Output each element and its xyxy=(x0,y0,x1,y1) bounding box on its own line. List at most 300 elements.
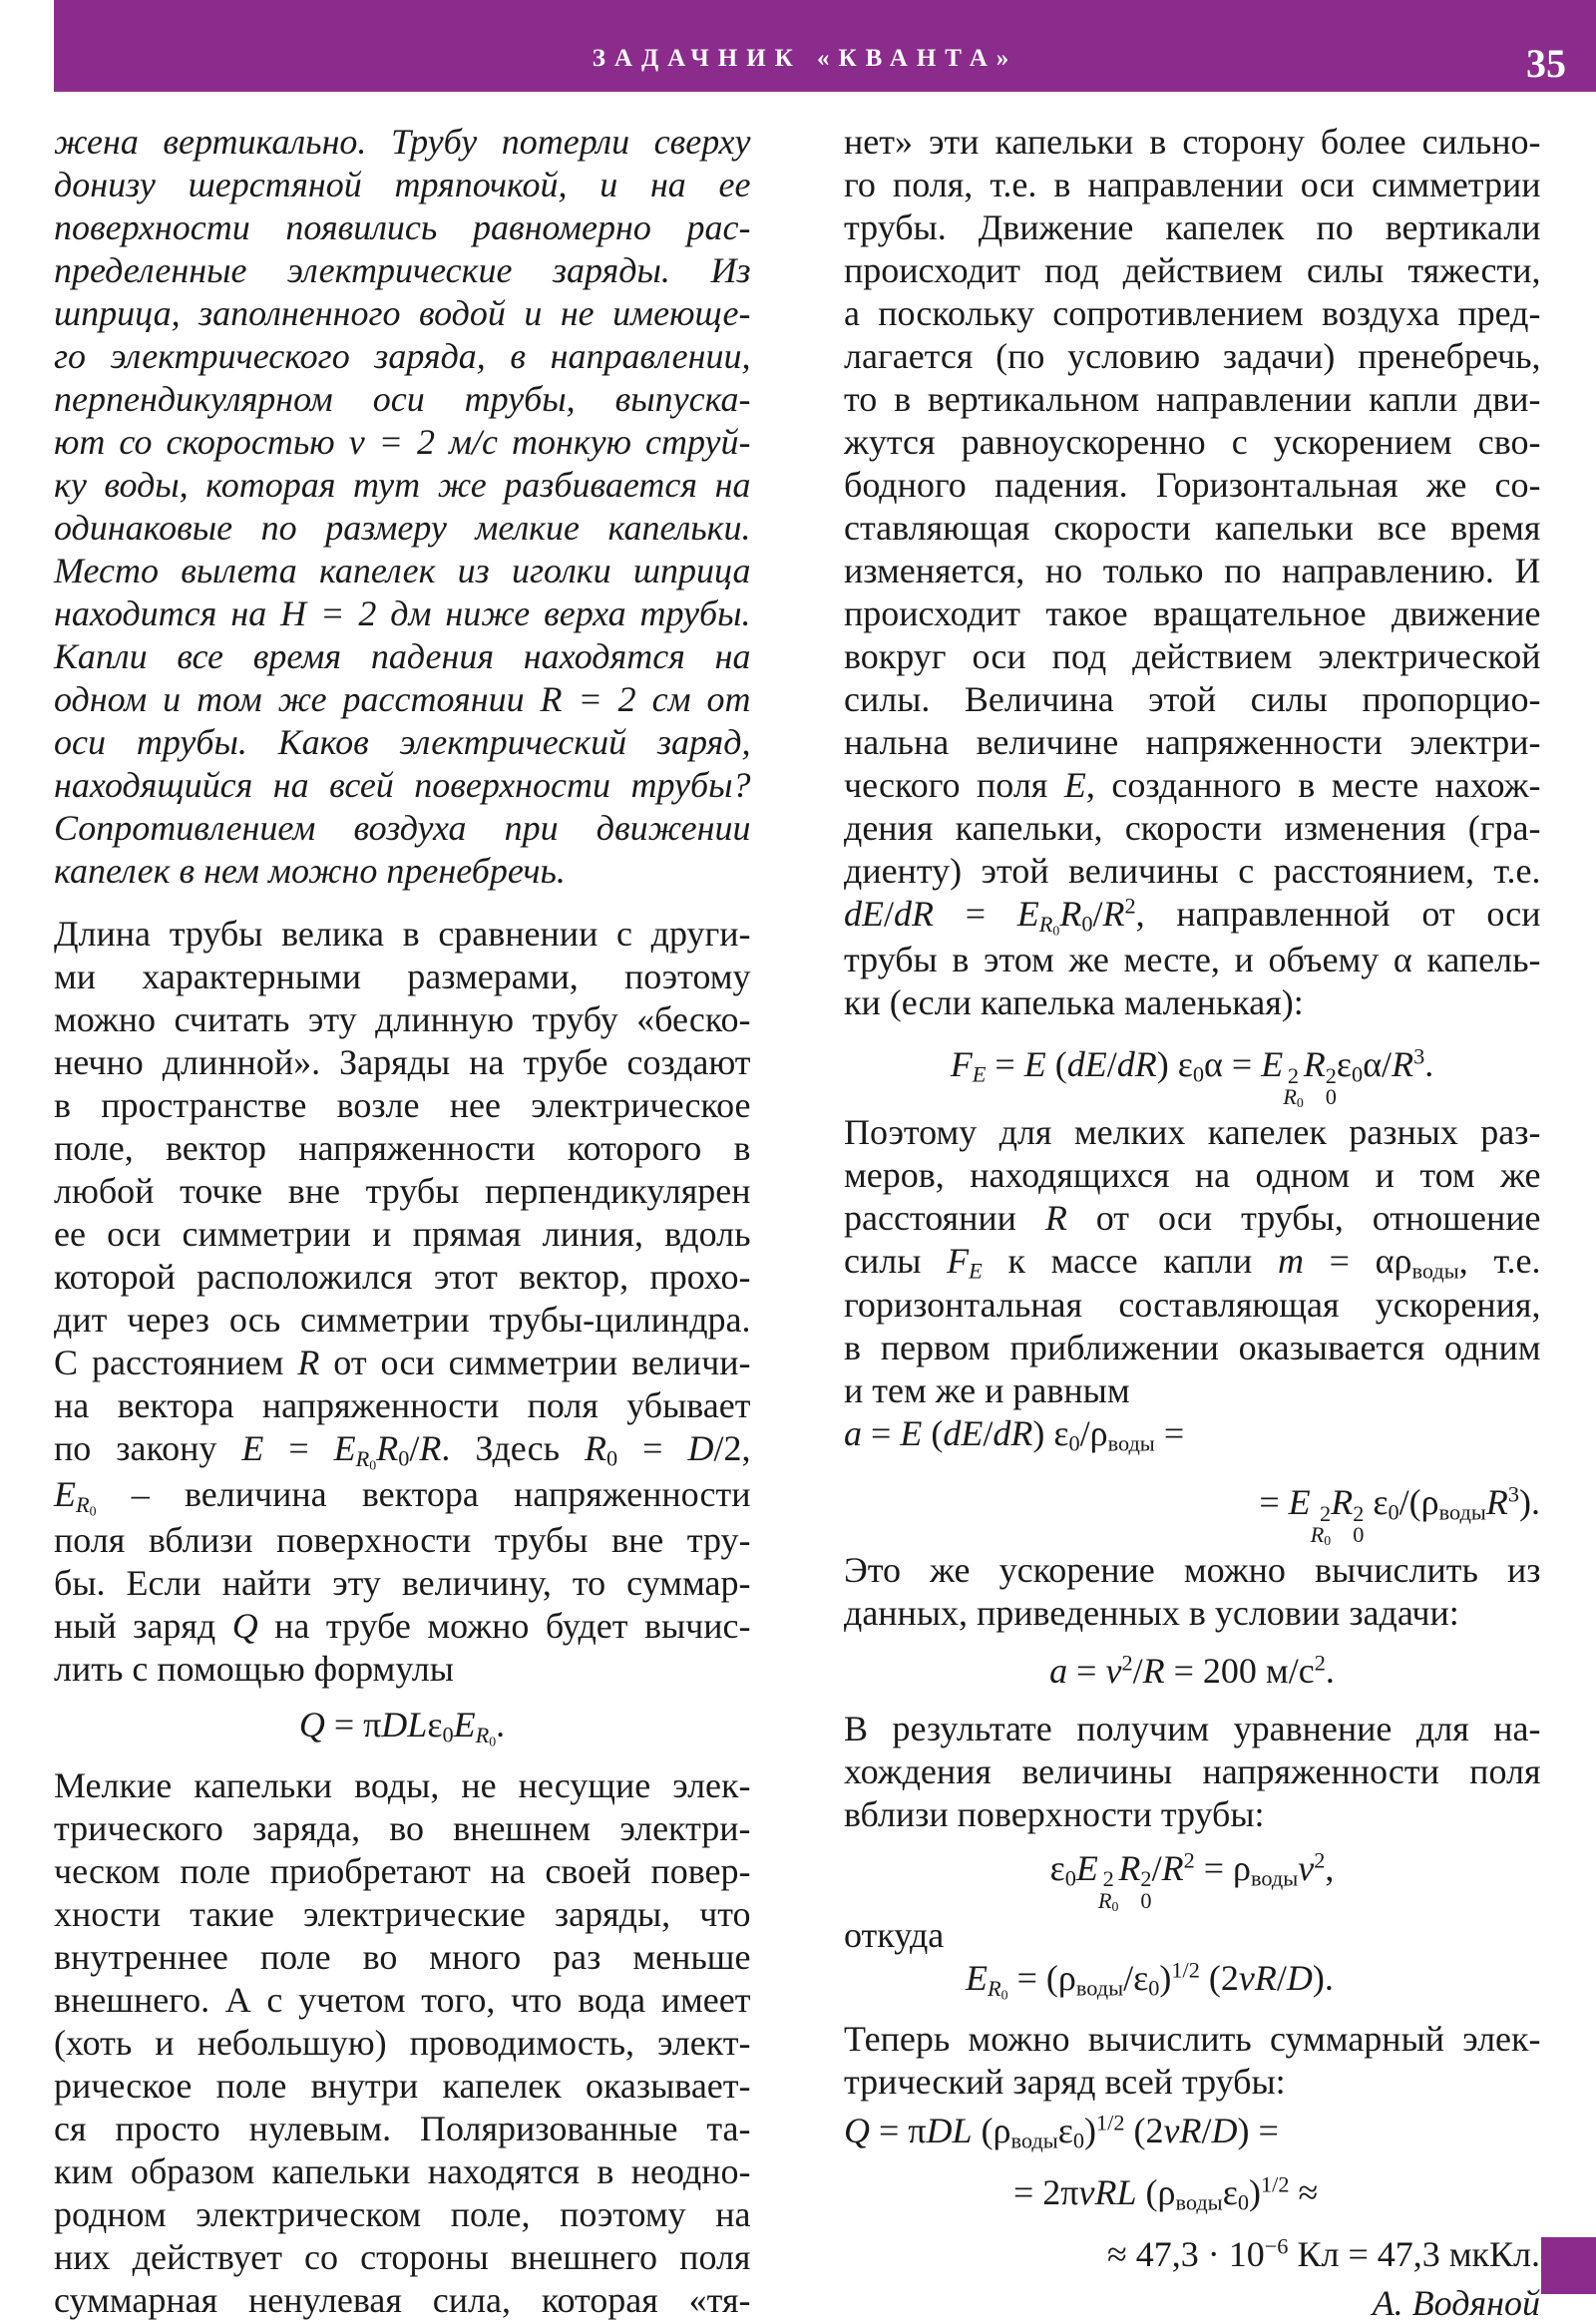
line-content xyxy=(844,335,1541,377)
text-run: и тем же и равным xyxy=(844,1370,1130,1411)
right-text-line xyxy=(844,939,1540,980)
text-run: ( xyxy=(1045,1043,1067,1084)
text-run: (ρ xyxy=(1136,2172,1176,2212)
left-text-line xyxy=(54,1084,750,1126)
line-content xyxy=(54,1213,751,1255)
math-symbol: m xyxy=(1277,1240,1304,1281)
text-run: нальна величине напряженности электри- xyxy=(844,722,1541,763)
text-run: рическое поле внутри капелек оказывает- xyxy=(54,2065,751,2106)
right-text-line xyxy=(844,981,1540,1023)
superscript xyxy=(1283,1062,1304,1088)
right-text-line xyxy=(844,1847,1540,1914)
math-symbol: R xyxy=(1392,1043,1414,1084)
math-symbol: R xyxy=(1485,1482,1508,1523)
left-text-line xyxy=(54,764,750,806)
line-content xyxy=(844,206,1541,248)
line-content xyxy=(844,1284,1541,1326)
superscript: −6 xyxy=(1264,2233,1289,2259)
line-content xyxy=(966,1957,1334,2003)
right-text-line xyxy=(844,421,1540,463)
line-content xyxy=(844,164,1541,205)
text-run: ставляющая скорости капельки все время xyxy=(844,508,1541,549)
text-run: / xyxy=(1276,1958,1287,1999)
subscript: 0 xyxy=(1052,923,1060,939)
line-content xyxy=(54,335,751,377)
math-symbol: E xyxy=(1288,1482,1311,1523)
right-text-line xyxy=(844,1592,1540,1634)
math-symbol: dE xyxy=(844,894,884,935)
subscript: воды xyxy=(1438,1499,1486,1525)
line-content xyxy=(54,1127,751,1169)
text-run: изменяется, но только по направлению. И xyxy=(844,551,1541,591)
line-content xyxy=(54,1084,751,1126)
text-run: жена вертикально. Трубу потерли сверху xyxy=(54,122,751,163)
line-content xyxy=(54,1850,751,1892)
superscript: 3 xyxy=(1413,1043,1425,1069)
line-content xyxy=(54,2065,751,2107)
math-symbol: R xyxy=(76,1492,90,1517)
math-symbol: E xyxy=(1063,765,1086,806)
text-run: ку воды, которая тут же разбивается на xyxy=(54,465,751,506)
text-run: 0 xyxy=(1353,1521,1365,1547)
text-run: Мелкие капельки воды, не несущие элек- xyxy=(54,1764,751,1805)
text-run: от оси симметрии величи- xyxy=(319,1343,751,1383)
line-content xyxy=(54,292,751,334)
line-content xyxy=(54,1170,751,1212)
line-content xyxy=(54,550,751,591)
left-text-line xyxy=(54,1342,750,1383)
math-symbol: F xyxy=(947,1240,970,1281)
text-run: 2 xyxy=(1320,1500,1332,1526)
left-text-line xyxy=(54,2108,750,2149)
text-run: бодного падения. Горизонтальная же со- xyxy=(844,465,1541,506)
text-run: Длина трубы велика в сравнении с други- xyxy=(54,914,751,955)
text-run: ческого поля xyxy=(844,765,1064,806)
subscript: 0 xyxy=(1068,1430,1080,1456)
left-text-line xyxy=(54,292,750,334)
math-symbol: E xyxy=(54,1474,76,1515)
line-content xyxy=(844,121,1541,163)
line-content xyxy=(54,2150,751,2192)
text-run: = xyxy=(862,1413,901,1454)
subscript: 0 xyxy=(489,1734,497,1749)
math-symbol: R xyxy=(1059,894,1082,935)
stacked-indices xyxy=(1283,1062,1304,1110)
right-text-line xyxy=(844,206,1540,248)
text-run: ее оси симметрии и прямая линия, вдоль xyxy=(54,1214,751,1255)
text-run: Сопротивлением воздуха при движении xyxy=(54,808,751,849)
right-text-line xyxy=(844,1412,1540,1454)
math-symbol: R xyxy=(1142,1651,1165,1692)
right-text-line xyxy=(844,635,1540,677)
math-symbol: vRL xyxy=(1078,2172,1137,2212)
text-run: / xyxy=(1132,1651,1143,1692)
line-content xyxy=(54,1562,751,1604)
subscript: воды xyxy=(1107,1430,1155,1456)
right-text-line xyxy=(844,1793,1540,1835)
line-content xyxy=(844,2018,1541,2060)
line-content xyxy=(844,1412,1184,1454)
text-run: ( xyxy=(922,1413,944,1454)
line-content xyxy=(54,1519,751,1561)
left-text-line xyxy=(54,507,750,549)
left-text-line xyxy=(54,2279,750,2321)
text-run: данных, приведенных в условии задачи: xyxy=(844,1592,1459,1633)
text-run: = xyxy=(1259,1482,1289,1523)
text-run: . xyxy=(1424,1043,1434,1084)
line-content xyxy=(54,721,751,763)
text-run: 2 xyxy=(1325,1062,1337,1088)
subscript: 0 xyxy=(1296,1094,1304,1110)
text-run: на трубе можно будет вычис- xyxy=(257,1606,751,1647)
text-run: ) ε xyxy=(1032,1413,1069,1454)
stacked-indices xyxy=(1353,1500,1365,1547)
text-run: трического заряда, во внешнем электри- xyxy=(54,1807,751,1848)
subscript: 0 xyxy=(1148,1976,1160,2001)
text-run: ε xyxy=(1336,1043,1353,1084)
text-run: /2, xyxy=(713,1428,751,1469)
text-run: ). xyxy=(1519,1482,1540,1523)
right-text-line xyxy=(844,1327,1540,1368)
line-content xyxy=(844,981,1304,1023)
text-run: Капли все время падения находятся на xyxy=(54,636,751,677)
text-run: внешнего. А с учетом того, что вода имеет xyxy=(54,1979,751,2020)
right-text-line xyxy=(844,1708,1540,1749)
text-run: /(ρ xyxy=(1398,1482,1439,1523)
text-run: Кл = 47,3 мкКл. xyxy=(1288,2233,1540,2274)
right-text-line xyxy=(844,592,1540,634)
stacked-indices xyxy=(1140,1866,1152,1913)
subscript xyxy=(973,1061,987,1086)
subscript: 0 xyxy=(442,1723,454,1748)
line-content xyxy=(54,1256,751,1298)
subscript: 0 xyxy=(1111,1898,1119,1914)
line-content xyxy=(844,464,1541,506)
line-content xyxy=(54,1807,751,1849)
math-symbol: D xyxy=(1286,1958,1313,1999)
line-content xyxy=(54,2022,751,2064)
left-text-line xyxy=(54,1893,750,1935)
line-content xyxy=(54,121,751,163)
subscript: 0 xyxy=(369,1457,377,1473)
line-content xyxy=(54,1299,751,1341)
math-symbol: E xyxy=(972,1061,987,1087)
line-content xyxy=(54,998,751,1040)
line-content xyxy=(844,1708,1541,1749)
text-run: 2 xyxy=(1140,1866,1152,1892)
superscript: 2 xyxy=(1314,1847,1326,1873)
text-run: ε xyxy=(1057,2111,1073,2151)
line-content xyxy=(844,635,1541,677)
math-symbol: R xyxy=(475,1723,490,1748)
math-symbol: R xyxy=(988,1976,1001,2001)
line-content xyxy=(54,164,751,205)
text-run: , т.е. xyxy=(1458,1240,1541,1281)
left-text-line xyxy=(54,1384,750,1426)
right-text-line xyxy=(844,2282,1540,2324)
left-text-line xyxy=(54,1936,750,1978)
text-run: 0 xyxy=(1325,1083,1337,1109)
left-text-line xyxy=(54,2022,750,2064)
math-symbol: vR xyxy=(1238,1958,1277,1999)
left-text-line xyxy=(54,249,750,291)
line-content xyxy=(54,206,751,248)
text-run: / xyxy=(1201,2111,1212,2151)
right-text-line xyxy=(844,1369,1540,1411)
section-title: ЗАДАЧНИК «КВАНТА» xyxy=(592,45,1018,72)
math-symbol: D xyxy=(1211,2111,1238,2151)
text-run: ). xyxy=(1312,1958,1334,1999)
text-run: лить с помощью формулы xyxy=(54,1649,454,1690)
text-run: 2 xyxy=(1102,1866,1114,1892)
text-run: внутреннее поле во много раз меньше xyxy=(54,1936,751,1977)
line-content xyxy=(1013,2171,1318,2213)
line-content xyxy=(54,1605,751,1647)
right-text-line xyxy=(844,893,1541,939)
math-symbol: R xyxy=(1283,1083,1297,1109)
line-content xyxy=(844,1793,1265,1835)
line-content xyxy=(1049,1650,1335,1692)
math-symbol: Q xyxy=(298,1705,325,1745)
math-symbol: R xyxy=(1038,911,1053,937)
text-run: вокруг оси под действием электрической xyxy=(844,636,1541,677)
left-text-line xyxy=(54,1213,750,1255)
subscript: воды xyxy=(1075,1976,1124,2001)
line-content xyxy=(54,464,751,506)
math-symbol: DL xyxy=(926,2111,973,2151)
text-run: к массе капли xyxy=(982,1240,1278,1281)
math-symbol: R xyxy=(297,1343,320,1383)
left-text-line xyxy=(54,1850,750,1892)
left-text-line xyxy=(54,998,750,1040)
text-run: в первом приближении оказывается одним xyxy=(844,1328,1541,1368)
left-text-line xyxy=(54,164,750,205)
right-text-line xyxy=(844,249,1540,291)
text-run: /ε xyxy=(1123,1958,1149,1999)
right-text-line xyxy=(844,850,1540,892)
right-text-line xyxy=(844,2018,1540,2060)
left-text-line xyxy=(54,2236,750,2278)
text-run: , xyxy=(1325,1847,1335,1888)
right-text-line xyxy=(844,1650,1540,1692)
left-text-line xyxy=(54,206,750,248)
left-text-line xyxy=(54,1562,750,1604)
text-run: жутся равноускоренно с ускорением сво- xyxy=(844,422,1541,463)
text-run: капелек в нем можно пренебречь. xyxy=(54,851,566,892)
text-run: = αρ xyxy=(1303,1240,1412,1281)
line-content xyxy=(54,249,751,291)
right-column xyxy=(844,0,1541,2324)
text-run: (2 xyxy=(1124,2111,1164,2151)
subscript: 0 xyxy=(1064,1865,1076,1891)
math-symbol: E xyxy=(900,1413,923,1454)
subscript xyxy=(1310,1521,1332,1548)
math-symbol: v xyxy=(1298,1847,1315,1888)
text-run: хождения величины напряженности поля xyxy=(844,1750,1541,1791)
subscript xyxy=(356,1446,377,1471)
stacked-indices xyxy=(1097,1866,1119,1914)
subscript xyxy=(1140,1887,1152,1913)
line-content xyxy=(844,807,1541,849)
text-run: ки (если капелька маленькая): xyxy=(844,982,1304,1023)
math-symbol: R xyxy=(419,1428,442,1469)
text-run: трубы в этом же месте, и объему α капель- xyxy=(844,940,1541,980)
line-content xyxy=(298,1704,506,1749)
text-run: го электрического заряда, в направлении, xyxy=(54,336,751,377)
text-run: ε xyxy=(1364,1482,1389,1523)
right-text-line xyxy=(844,1914,1540,1956)
math-symbol: E xyxy=(1075,1847,1098,1888)
subscript: 0 xyxy=(1072,2128,1084,2153)
math-symbol: a xyxy=(844,1413,862,1454)
math-symbol: vR xyxy=(1163,2111,1202,2151)
left-text-line xyxy=(54,121,750,163)
line-content xyxy=(54,1384,751,1426)
superscript xyxy=(1140,1866,1152,1892)
right-text-line xyxy=(844,1481,1540,1548)
line-content xyxy=(844,249,1541,291)
text-run: ) xyxy=(1248,2172,1261,2212)
math-symbol: R xyxy=(1118,1847,1141,1888)
line-content xyxy=(844,1914,944,1956)
text-run: . xyxy=(1325,1651,1335,1692)
subscript xyxy=(969,1258,983,1283)
text-run: ся просто нулевым. Поляризованные та- xyxy=(54,2108,751,2148)
subscript: 0 xyxy=(1192,1061,1205,1087)
math-symbol: R xyxy=(1097,1887,1112,1913)
left-text-line xyxy=(54,378,750,420)
line-content xyxy=(54,1936,751,1978)
text-run: поле, вектор напряженности которого в xyxy=(54,1128,751,1169)
line-content xyxy=(54,2279,751,2321)
text-run: В результате получим уравнение для на- xyxy=(844,1708,1541,1748)
line-content xyxy=(844,764,1541,806)
left-text-line xyxy=(54,635,750,677)
line-content xyxy=(844,850,1541,892)
superscript: 2 xyxy=(1124,893,1136,919)
line-content xyxy=(54,635,751,677)
text-run: находящийся на всей поверхности трубы? xyxy=(54,765,751,806)
subscript: 0 xyxy=(89,1503,97,1519)
math-symbol: R xyxy=(355,1445,370,1471)
left-text-line xyxy=(54,1427,751,1473)
subscript: 0 xyxy=(1237,2189,1249,2215)
text-run: С расстоянием xyxy=(54,1343,298,1383)
text-run: (хоть и небольшую) проводимость, элект- xyxy=(54,2022,751,2063)
text-run: ют со скоростью v = 2 м/с тонкую струй- xyxy=(54,422,751,463)
text-run: / xyxy=(884,894,895,935)
line-content xyxy=(844,1111,1541,1153)
line-content xyxy=(54,592,751,634)
text-run: которой расположился этот вектор, прохо- xyxy=(54,1257,751,1298)
text-run: ≈ 47,3 · 10 xyxy=(1106,2233,1265,2274)
left-text-line xyxy=(54,335,750,377)
text-run: . xyxy=(496,1705,506,1745)
text-run: них действует со стороны внешнего поля xyxy=(54,2236,751,2277)
right-text-line xyxy=(844,550,1540,591)
right-text-line xyxy=(844,1549,1540,1591)
subscript xyxy=(1353,1521,1365,1547)
math-symbol: dE xyxy=(1066,1043,1107,1084)
right-text-line xyxy=(844,464,1540,506)
math-symbol: R xyxy=(1102,894,1125,935)
text-run: силы. Величина этой силы пропорцио- xyxy=(844,679,1541,720)
math-symbol: E xyxy=(333,1428,356,1469)
text-run: на вектора напряженности поля убывает xyxy=(54,1385,751,1426)
text-run: диенту) этой величины с расстоянием, т.е. xyxy=(844,851,1541,892)
superscript xyxy=(1353,1500,1365,1526)
text-run: меров, находящихся на одном и том же xyxy=(844,1154,1541,1195)
line-content xyxy=(844,1327,1541,1368)
text-run: лагается (по условию задачи) пренебречь, xyxy=(844,336,1541,377)
subscript: 0 xyxy=(398,1445,410,1471)
text-run: бы. Если найти эту величину, то суммар- xyxy=(54,1563,751,1604)
right-text-line xyxy=(844,1197,1540,1239)
text-run: 2 xyxy=(1287,1062,1300,1088)
text-run: происходит под действием силы тяжести, xyxy=(844,250,1541,291)
text-run: . Здесь xyxy=(441,1428,586,1469)
line-content xyxy=(844,1549,1541,1591)
line-content xyxy=(844,507,1541,549)
line-content xyxy=(54,507,751,549)
line-content xyxy=(844,2061,1286,2103)
text-run: вблизи поверхности трубы: xyxy=(844,1793,1265,1834)
subscript: 0 xyxy=(1081,911,1093,937)
right-text-line xyxy=(844,1284,1540,1326)
text-run: /ρ xyxy=(1079,1413,1108,1454)
text-run: ) = xyxy=(1237,2111,1279,2151)
text-run: Место вылета капелек из иголки шприца xyxy=(54,551,751,591)
corner-color-mark xyxy=(1541,2237,1596,2294)
math-symbol: R xyxy=(1161,1847,1184,1888)
right-text-line xyxy=(844,507,1540,549)
text-run: 0 xyxy=(1140,1887,1152,1913)
line-content xyxy=(54,1342,751,1383)
math-symbol: R xyxy=(376,1428,399,1469)
text-run: одинаковые по размеру мелкие капельки. xyxy=(54,508,751,549)
line-content xyxy=(844,292,1541,334)
subscript: 0 xyxy=(606,1445,618,1471)
left-text-line xyxy=(54,1256,750,1298)
right-text-line xyxy=(844,2061,1540,2103)
right-text-line xyxy=(844,2171,1540,2213)
text-run: дит через ось симметрии трубы-цилиндра. xyxy=(54,1300,751,1341)
line-content xyxy=(1373,2282,1540,2324)
math-symbol: dE xyxy=(943,1413,984,1454)
left-text-line xyxy=(54,1807,750,1849)
text-run: трубы. Движение капелек по вертикали xyxy=(844,207,1541,248)
line-content xyxy=(54,1893,751,1935)
text-run: откуда xyxy=(844,1915,945,1956)
text-run: суммарная ненулевая сила, которая «тя- xyxy=(54,2279,751,2320)
line-content xyxy=(844,592,1541,634)
text-run: силы xyxy=(844,1240,948,1281)
math-symbol: E xyxy=(1023,1043,1046,1084)
right-text-line xyxy=(844,764,1540,806)
line-content xyxy=(54,678,751,720)
text-run: пределенные электрические заряды. Из xyxy=(54,250,751,291)
line-content xyxy=(54,807,751,849)
subscript xyxy=(476,1723,497,1747)
stacked-indices xyxy=(1310,1500,1332,1548)
line-content xyxy=(54,1979,751,2021)
subscript: воды xyxy=(1010,2128,1058,2153)
math-symbol: А. Водяной xyxy=(1372,2283,1540,2324)
text-run: (2 xyxy=(1199,1958,1239,1999)
line-content xyxy=(844,1369,1130,1411)
text-run: ми характерными размерами, поэтому xyxy=(54,957,751,997)
text-run: по закону xyxy=(54,1428,242,1469)
